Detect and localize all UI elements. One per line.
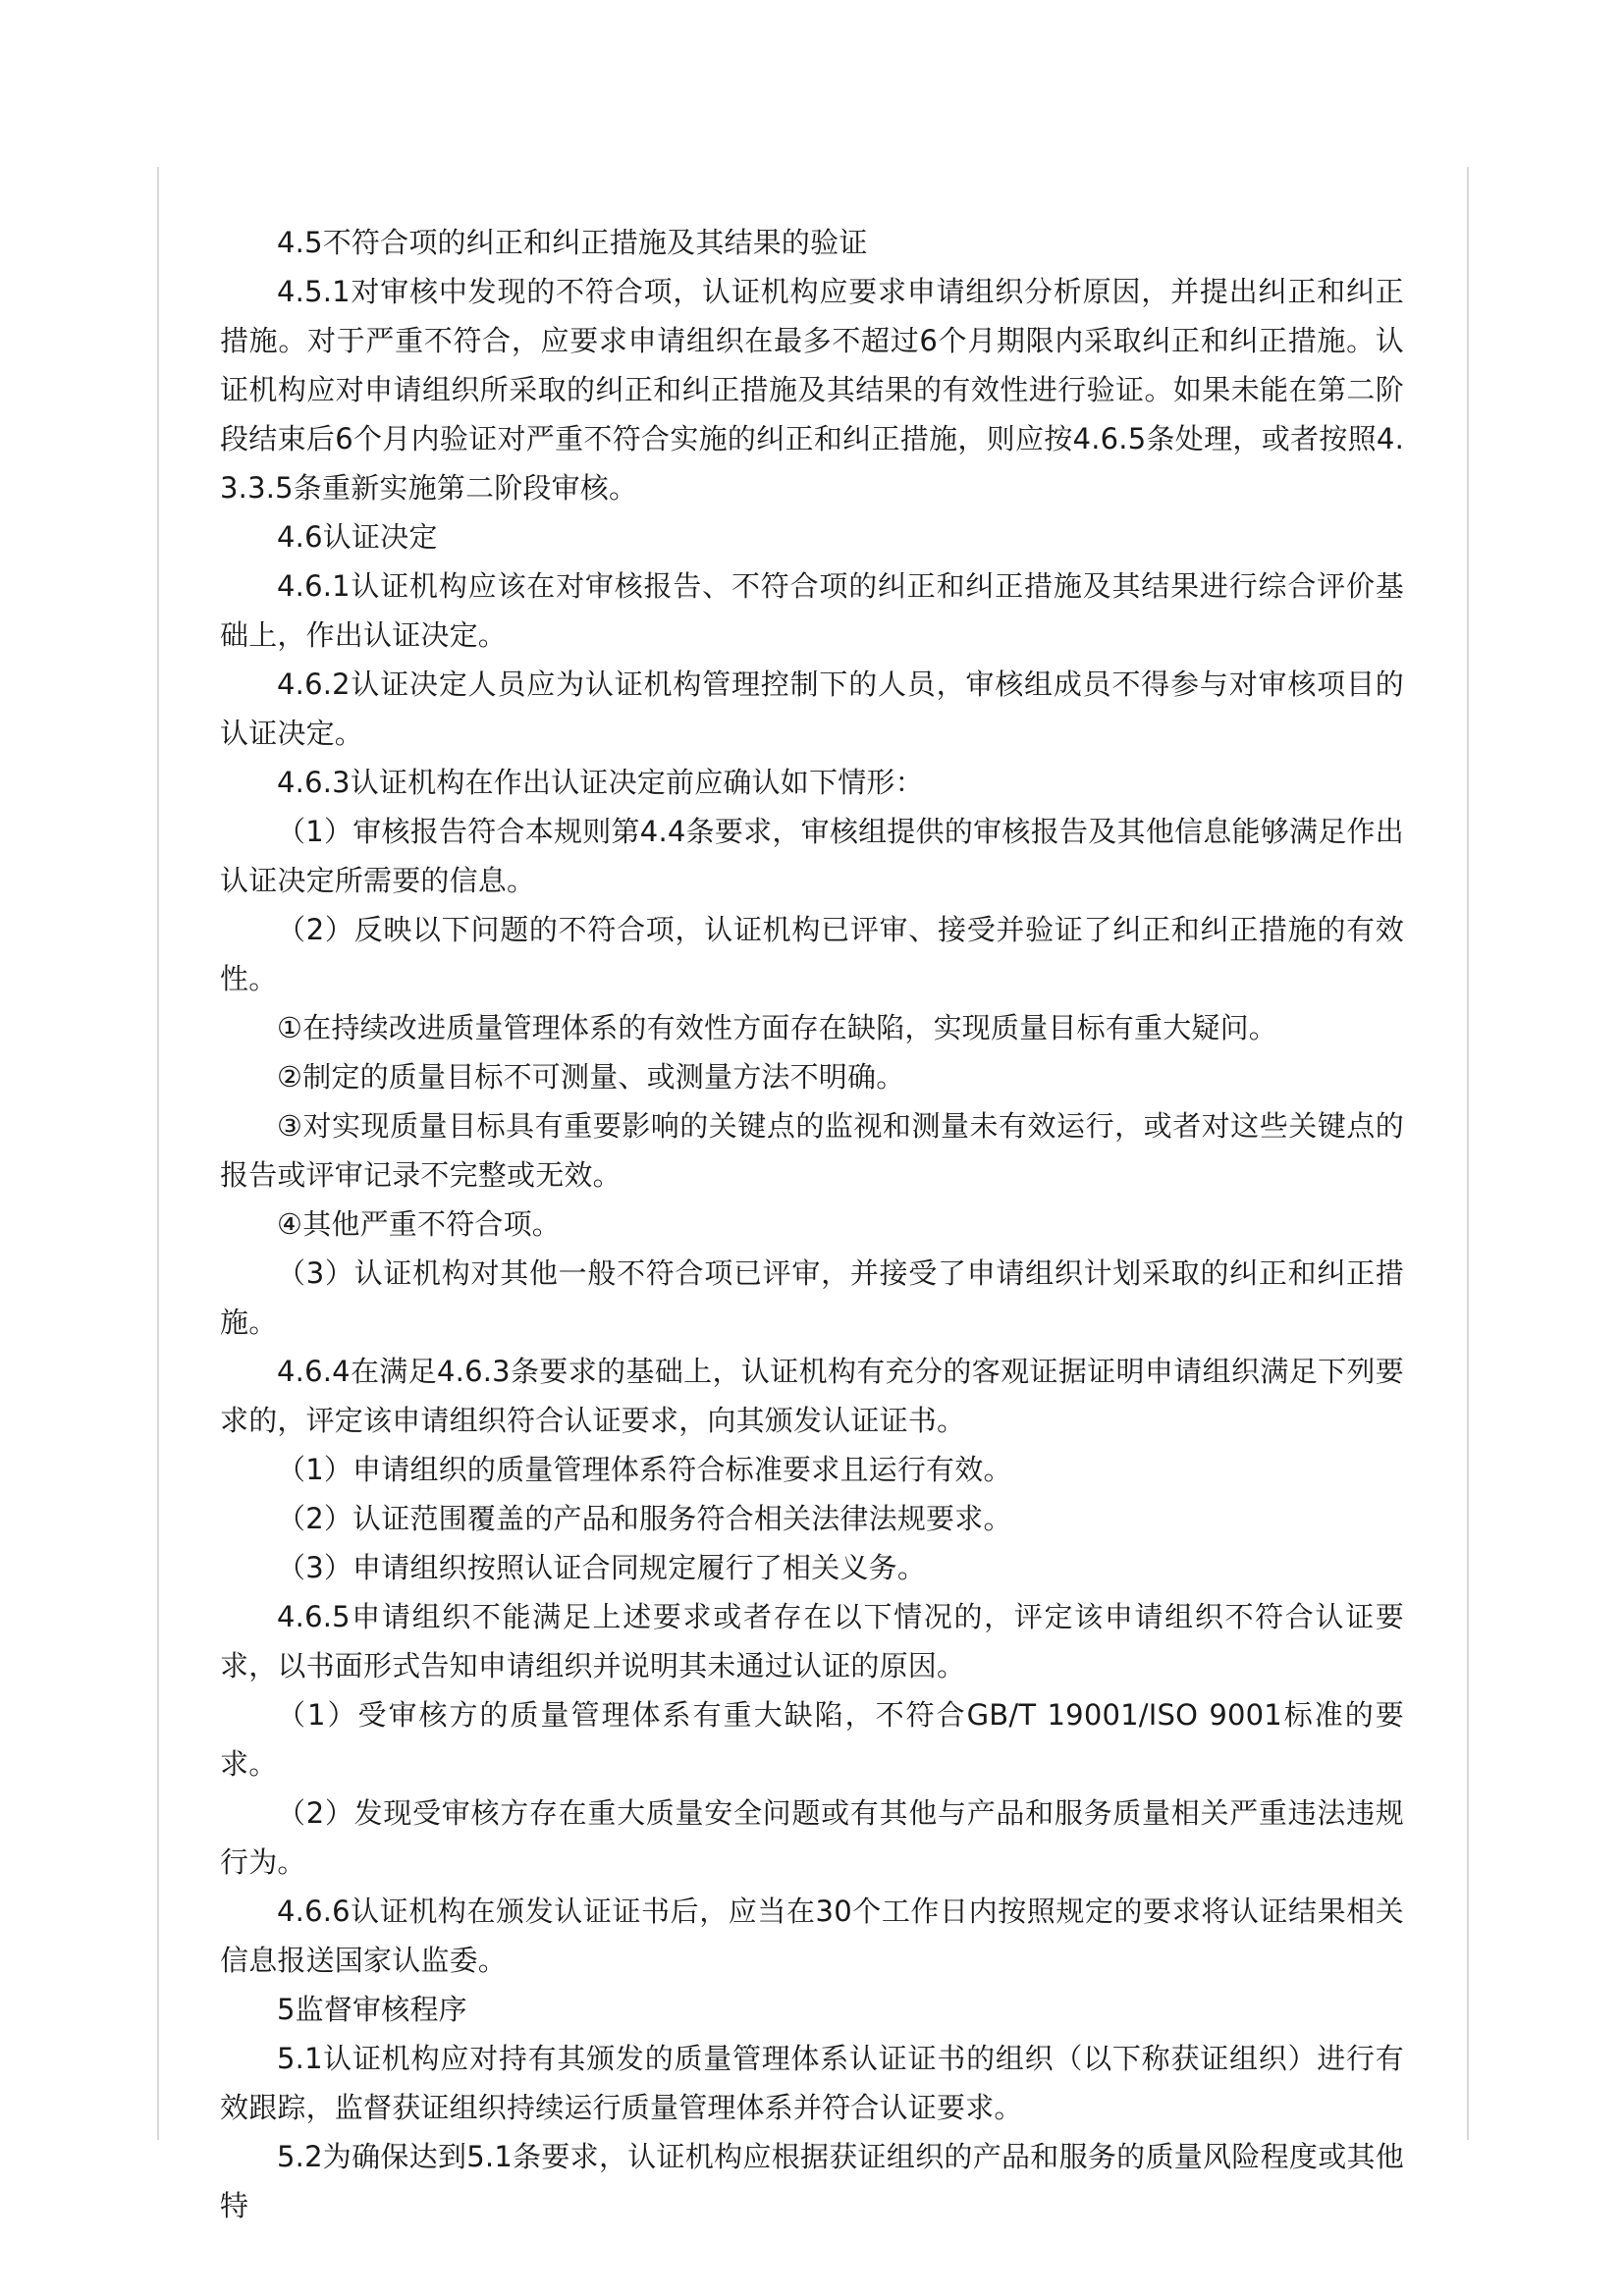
paragraph-5-1: 5.1认证机构应对持有其颁发的质量管理体系认证证书的组织（以下称获证组织）进行有效跟踪，监督获证组织持续运行质量管理体系并符合认证要求。 [220,2042,1404,2124]
list-item: （3）认证机构对其他一般不符合项已评审，并接受了申请组织计划采取的纠正和纠正措施。 [220,1256,1404,1339]
list-item: （3）申请组织按照认证合同规定履行了相关义务。 [277,1551,927,1584]
paragraph-4-6-1: 4.6.1认证机构应该在对审核报告、不符合项的纠正和纠正措施及其结果进行综合评价基础上，作出认证决定。 [220,569,1404,652]
list-item: （1）审核报告符合本规则第4.4条要求，审核组提供的审核报告及其他信息能够满足作出认证决定所需要的信息。 [220,815,1404,897]
list-item: （1）申请组织的质量管理体系符合标准要求且运行有效。 [277,1453,1012,1486]
document-body [220,218,1404,2230]
paragraph-4-6-4: 4.6.4在满足4.6.3条要求的基础上，认证机构有充分的客观证据证明申请组织满足下列要求的，评定该申请组织符合认证要求，向其颁发认证证书。 [220,1355,1404,1437]
list-item: ②制定的质量目标不可测量、或测量方法不明确。 [277,1060,905,1094]
list-item: ①在持续改进质量管理体系的有效性方面存在缺陷，实现质量目标有重大疑问。 [277,1011,1277,1044]
section-heading-4-6: 4.6认证决定 [277,520,438,554]
list-item: （1）受审核方的质量管理体系有重大缺陷，不符合GB/T 19001/ISO 9001标准的要求。 [220,1698,1404,1781]
page-left-border [157,167,159,2140]
list-item: （2）认证范围覆盖的产品和服务符合相关法律法规要求。 [277,1502,1012,1535]
section-heading-5: 5监督审核程序 [277,1993,467,2026]
paragraph-4-6-3: 4.6.3认证机构在作出认证决定前应确认如下情形： [277,766,924,799]
list-item: （2）反映以下问题的不符合项，认证机构已评审、接受并验证了纠正和纠正措施的有效性。 [220,913,1404,995]
page-right-border [1467,167,1469,2140]
list-item: ③对实现质量目标具有重要影响的关键点的监视和测量未有效运行，或者对这些关键点的报告或评审记录不完整或无效。 [220,1109,1404,1192]
section-heading-4-5: 4.5不符合项的纠正和纠正措施及其结果的验证 [277,226,868,259]
list-item: ④其他严重不符合项。 [277,1207,561,1241]
paragraph-4-6-6: 4.6.6认证机构在颁发认证证书后，应当在30个工作日内按照规定的要求将认证结果相关信息报送国家认监委。 [220,1895,1404,1977]
paragraph-4-5-1: 4.5.1对审核中发现的不符合项，认证机构应要求申请组织分析原因，并提出纠正和纠正措施。对于严重不符合，应要求申请组织在最多不超过6个月期限内采取纠正和纠正措施。认证机构应对申请组织所采取的纠正和纠正措施及其结果的有效性进行验证。如果未能在第二阶段结束后6个月内验证对严重不符合实施的纠正和纠正措施，则应按4.6.5条处理，或者按照4.3.3.5条重新实施第二阶段审核。 [220,275,1404,505]
list-item: （2）发现受审核方存在重大质量安全问题或有其他与产品和服务质量相关严重违法违规行为。 [220,1796,1404,1879]
paragraph-4-6-2: 4.6.2认证决定人员应为认证机构管理控制下的人员，审核组成员不得参与对审核项目的认证决定。 [220,667,1404,750]
paragraph-4-6-5: 4.6.5申请组织不能满足上述要求或者存在以下情况的，评定该申请组织不符合认证要求，以书面形式告知申请组织并说明其未通过认证的原因。 [220,1600,1404,1682]
paragraph-5-2: 5.2为确保达到5.1条要求，认证机构应根据获证组织的产品和服务的质量风险程度或其他特 [220,2140,1404,2222]
